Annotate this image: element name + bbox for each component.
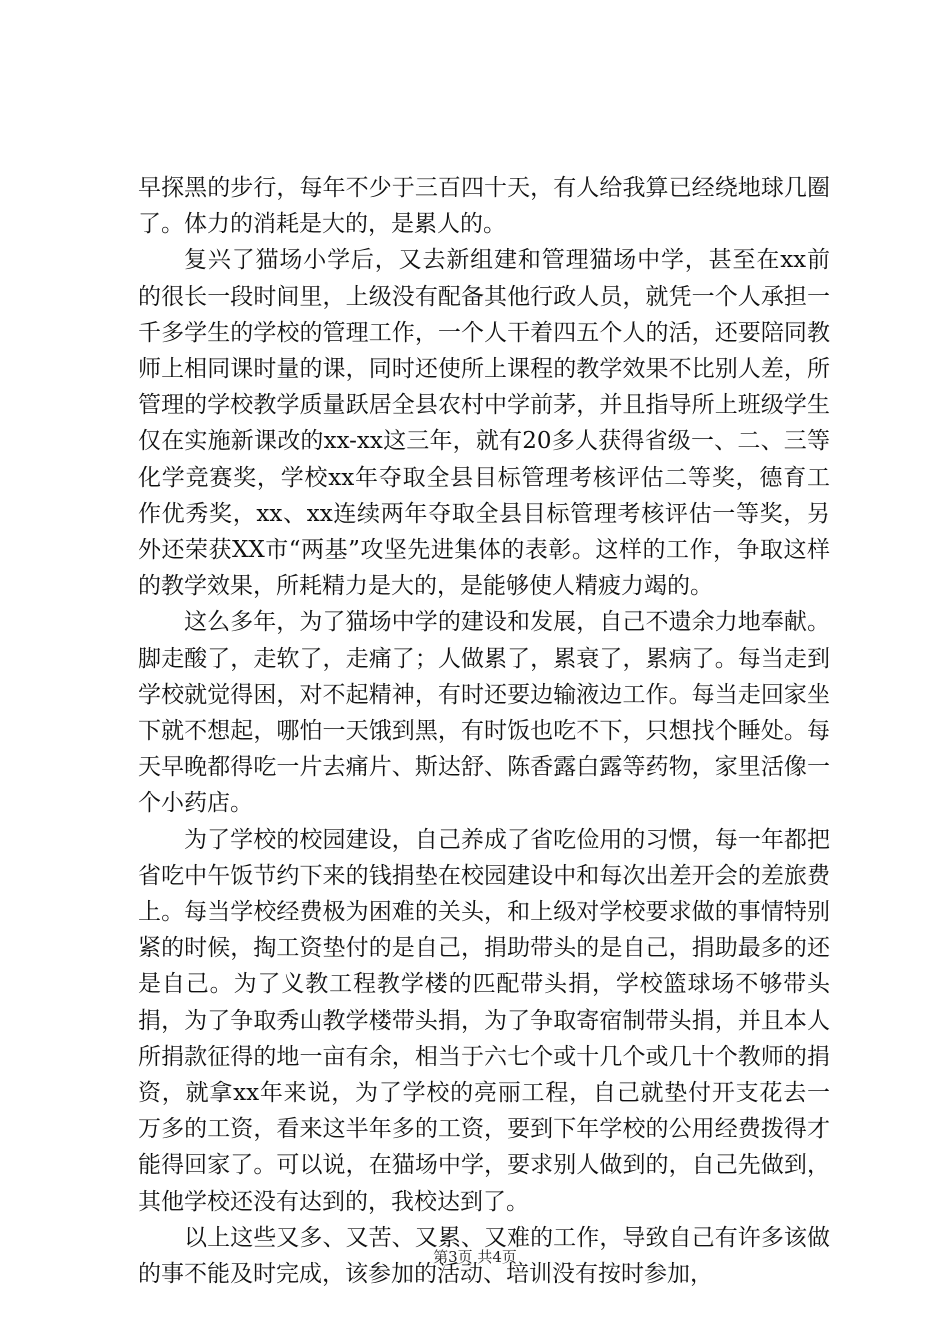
paragraph-4: 为了学校的校园建设，自己养成了省吃俭用的习惯，每一年都把省吃中午饭节约下来的钱捐垫在校园建设中和每次出差开会的差旅费上。每当学校经费极为困难的关头，和上级对学校要求做的事情特别紧的时候，掏工资垫付的是自己，捐助带头的是自己，捐助最多的还是自己。为了义教工程教学楼的匹配带头捐，学校篮球场不够带头捐，为了争取秀山教学楼带头捐，为了争取寄宿制带头捐，并且本人所捐款征得的地一亩有余，相当于六七个或十几个或几十个教师的捐资，就拿xx年来说，为了学校的亮丽工程，自己就垫付开支花去一万多的工资，看来这半年多的工资，要到下年学校的公用经费拨得才能得回家了。可以说，在猫场中学，要求别人做到的，自己先做到，其他学校还没有达到的，我校达到了。 [138,826,830,1215]
paragraph-2: 复兴了猫场小学后，又去新组建和管理猫场中学，甚至在xx前的很长一段时间里，上级没有配备其他行政人员，就凭一个人承担一千多学生的学校的管理工作，一个人干着四五个人的活，还要陪同教师上相同课时量的课，同时还使所上课程的教学效果不比别人差，所管理的学校教学质量跃居全县农村中学前茅，并且指导所上班级学生仅在实施新课改的xx-xx这三年，就有20多人获得省级一、二、三等化学竞赛奖，学校xx年夺取全县目标管理考核评估二等奖，德育工作优秀奖，xx、xx连续两年夺取全县目标管理考核评估一等奖，另外还荣获XX市“两基”攻坚先进集体的表彰。这样的工作，争取这样的教学效果，所耗精力是大的，是能够使人精疲力竭的。 [138,247,830,600]
page-footer: 第3页 共4页 [433,1248,517,1266]
paragraph-3: 这么多年，为了猫场中学的建设和发展，自己不遗余力地奉献。脚走酸了，走软了，走痛了；人做累了，累衰了，累病了。每当走到学校就觉得困，对不起精神，有时还要边输液边工作。每当走回家坐下就不想起，哪怕一天饿到黑，有时饭也吃不下，只想找个睡处。每天早晚都得吃一片去痛片、斯达舒、陈香露白露等药物，家里活像一个小药店。 [138,609,830,817]
document-body [138,170,830,1292]
paragraph-1: 早探黑的步行，每年不少于三百四十天，有人给我算已经绕地球几圈了。体力的消耗是大的，是累人的。 [138,175,830,238]
paragraph-5: 以上这些又多、又苦、又累、又难的工作，导致自己有许多该做的事不能及时完成，该参加的活动、培训没有按时参加， [138,1224,830,1288]
